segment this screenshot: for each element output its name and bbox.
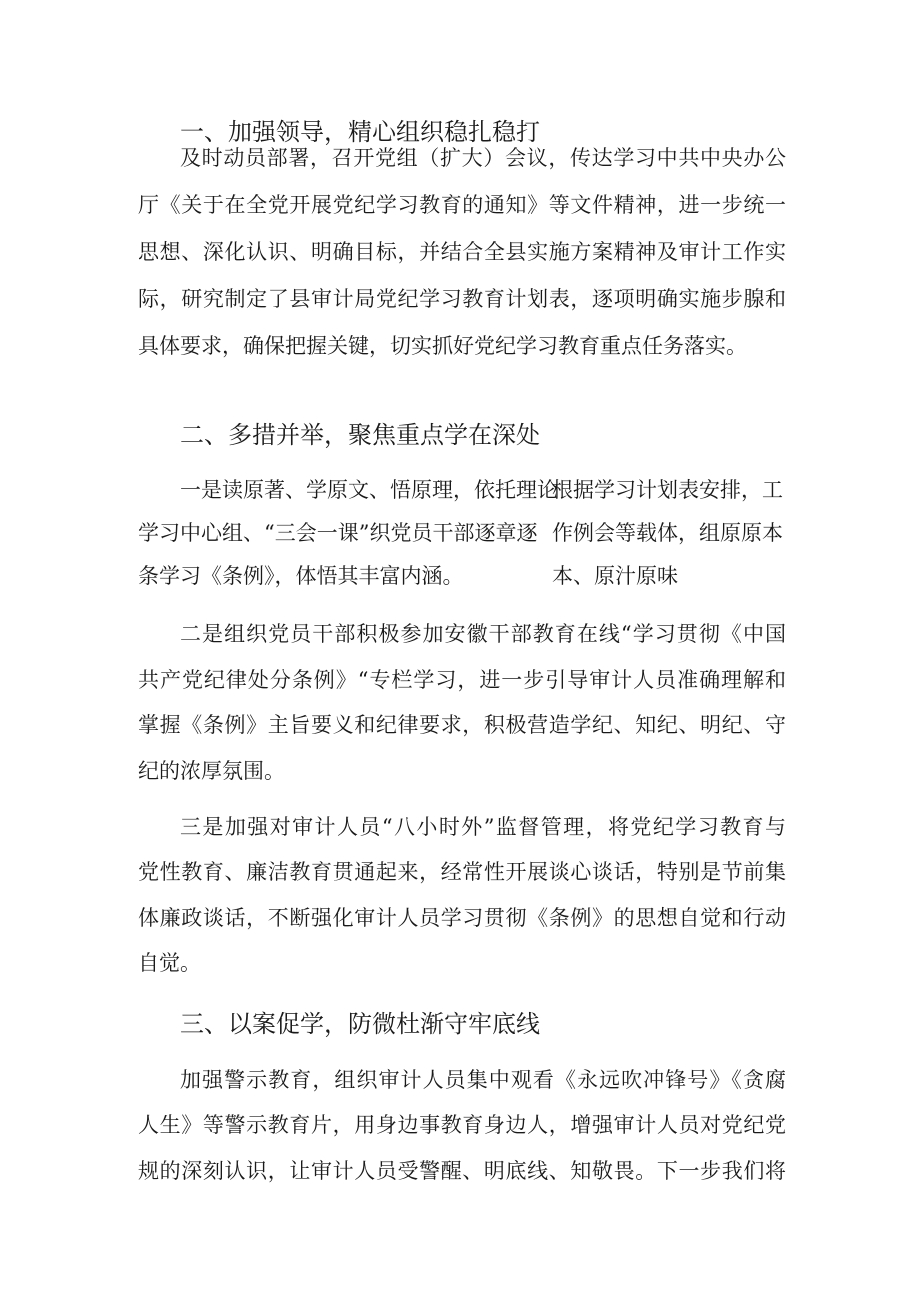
section-2-para-2-line-1: 二是组织党员干部积极参加安徽干部教育在线“学习贯彻《中国 — [180, 622, 786, 646]
section-3-heading: 三、以案促学，防微杜渐守牢底线 — [180, 1010, 540, 1038]
section-2-para-2-line-2: 共产党纪律处分条例》“专栏学习，进一步引导审计人员准确理解和 — [138, 668, 786, 692]
section-1-line-1: 及时动员部署，召开党组（扩大）会议，传达学习中共中央办公 — [180, 146, 786, 170]
section-2-para-2-line-4: 纪的浓厚氛围。 — [138, 759, 285, 783]
section-1-line-4: 际，研究制定了县审计局党纪学习教育计划表，逐项明确实施步腺和 — [138, 287, 786, 311]
section-3-line-2: 人生》等警示教育片，用身边事教育身边人，增强审计人员对党纪党 — [138, 1113, 786, 1137]
section-1-line-3: 思想、深化认识、明确目标，并结合全县实施方案精神及审计工作实 — [138, 240, 786, 264]
section-1-line-2: 厅《关于在全党开展党纪学习教育的通知》等文件精神，进一步统一 — [138, 193, 786, 217]
section-2-para-3-line-2: 党性教育、廉洁教育贯通起来，经常性开展谈心谈话，特别是节前集 — [138, 860, 786, 884]
section-3-line-3: 规的深刻认识，让审计人员受警醒、明底线、知敬畏。下一步我们将 — [138, 1159, 786, 1183]
section-1-heading: 一、加强领导，精心组织稳扎稳打 — [180, 118, 540, 146]
section-2-col-right-line-2: 作例会等载体，组原原本 — [552, 521, 783, 545]
section-2-para-2-line-3: 掌握《条例》主旨要义和纪律要求，积极营造学纪、知纪、明纪、守 — [138, 713, 786, 737]
section-2-col-left-line-3: 条学习《条例》，体悟其丰富内涵。 — [138, 564, 464, 588]
section-2-para-3-line-3: 体廉政谈话，不断强化审计人员学习贯彻《条例》的思想自觉和行动 — [138, 906, 786, 930]
section-2-heading: 二、多措并举，聚焦重点学在深处 — [180, 421, 540, 449]
section-3-line-1: 加强警示教育，组织审计人员集中观看《永远吹冲锋号》《贪腐 — [180, 1068, 786, 1092]
section-2-para-3-line-1: 三是加强对审计人员“八小时外”监督管理，将党纪学习教育与 — [180, 815, 786, 839]
section-1-line-5: 具体要求，确保把握关键，切实抓好党纪学习教育重点任务落实。 — [138, 334, 747, 358]
section-2-para-3-line-4: 自觉。 — [138, 951, 201, 975]
section-2-col-left-line-2: 学习中心组、“三会一课”织党员干部逐章逐 — [138, 521, 538, 545]
section-2-col-right-line-1: 根据学习计划表安排，工 — [552, 478, 783, 502]
section-2-col-right-line-3: 本、原汁原味 — [552, 564, 678, 588]
section-2-col-left-line-1: 一是读原著、学原文、悟原理，依托理论 — [180, 478, 558, 502]
